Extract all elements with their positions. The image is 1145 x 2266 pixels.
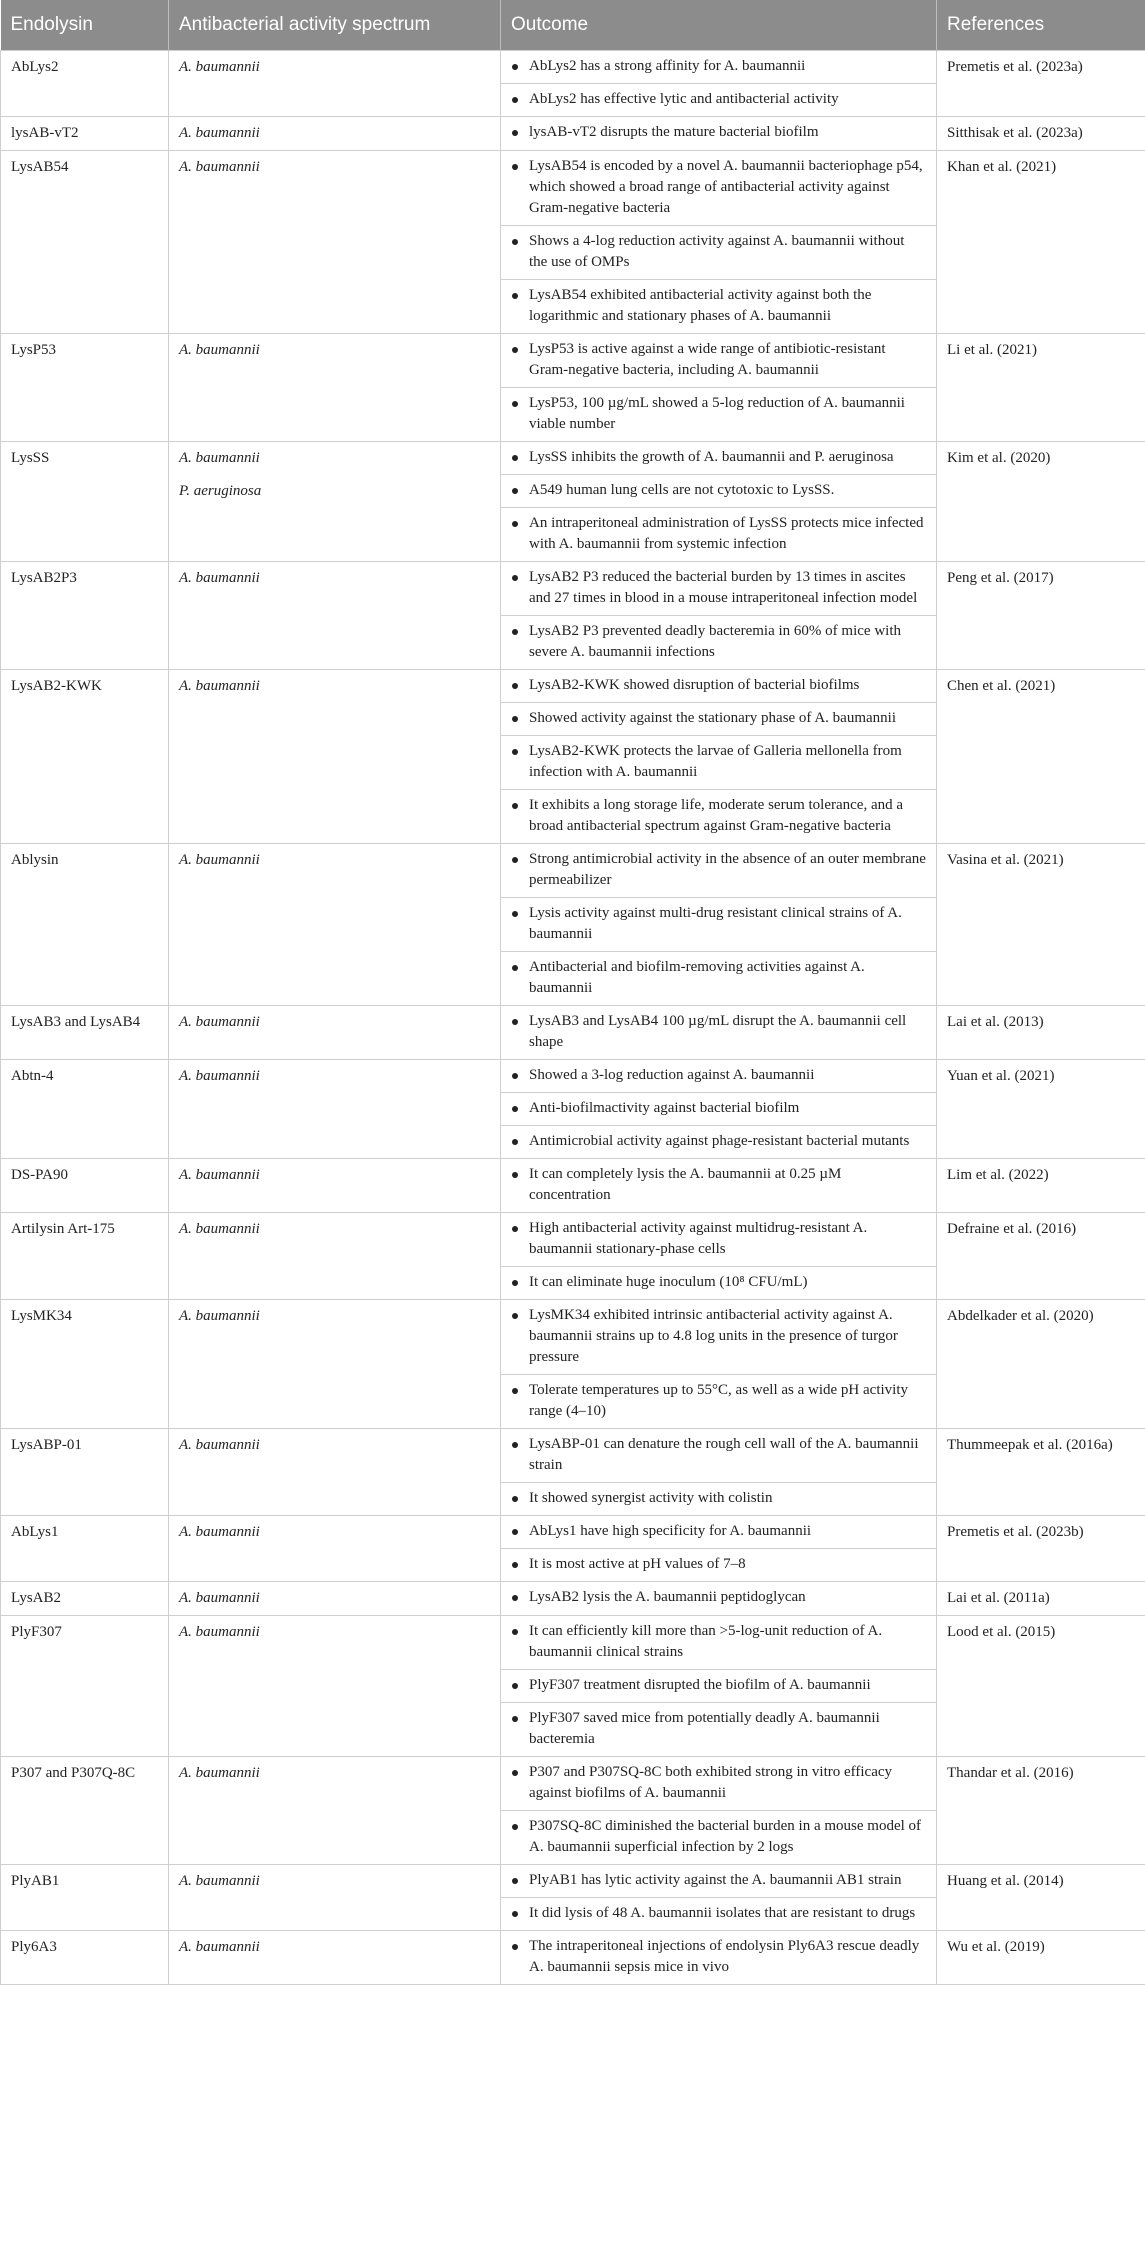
- spectrum-cell: [169, 1516, 501, 1582]
- spectrum-cell: [169, 1159, 501, 1213]
- spectrum-cell: [169, 1060, 501, 1159]
- spectrum-organism: A. baumannii: [179, 570, 260, 586]
- outcome-cell: [501, 1429, 937, 1516]
- outcome-bullet-item: LysSS inhibits the growth of A. baumannii and P. aeruginosa: [501, 442, 936, 474]
- outcome-bullet-item: PlyF307 treatment disrupted the biofilm of A. baumannii: [501, 1669, 936, 1702]
- reference-cell: Kim et al. (2020): [937, 442, 1145, 562]
- outcome-bullet-item: Shows a 4-log reduction activity against A. baumannii without the use of OMPs: [501, 225, 936, 279]
- spectrum-organism: A. baumannii: [179, 1221, 260, 1237]
- reference-cell: Sitthisak et al. (2023a): [937, 117, 1145, 151]
- outcome-cell: [501, 1931, 937, 1985]
- spectrum-organism: A. baumannii: [179, 159, 260, 175]
- table-row: [1, 844, 1145, 1006]
- spectrum-organism: A. baumannii: [179, 59, 260, 75]
- table-row: [1, 51, 1145, 117]
- outcome-bullet-item: LysP53, 100 µg/mL showed a 5-log reduction of A. baumannii viable number: [501, 387, 936, 441]
- table-body: [1, 51, 1145, 1985]
- endolysin-cell: LysSS: [1, 442, 169, 562]
- outcome-cell: [501, 442, 937, 562]
- outcome-bullet-item: An intraperitoneal administration of LysSS protects mice infected with A. baumannii from systemic infection: [501, 507, 936, 561]
- outcome-bullet-item: LysAB54 exhibited antibacterial activity against both the logarithmic and stationary phases of A. baumannii: [501, 279, 936, 333]
- endolysin-cell: LysAB3 and LysAB4: [1, 1006, 169, 1060]
- spectrum-cell: [169, 670, 501, 844]
- spectrum-organism: A. baumannii: [179, 1590, 260, 1606]
- reference-cell: Abdelkader et al. (2020): [937, 1300, 1145, 1429]
- header-references: References: [937, 0, 1145, 51]
- spectrum-organism: A. baumannii: [179, 450, 260, 466]
- endolysin-cell: LysAB2P3: [1, 562, 169, 670]
- outcome-bullet-item: LysABP-01 can denature the rough cell wall of the A. baumannii strain: [501, 1429, 936, 1482]
- endolysin-cell: Artilysin Art-175: [1, 1213, 169, 1300]
- table-row: [1, 1757, 1145, 1865]
- endolysin-cell: AbLys1: [1, 1516, 169, 1582]
- outcome-cell: [501, 1060, 937, 1159]
- outcome-bullet-item: Showed a 3-log reduction against A. baumannii: [501, 1060, 936, 1092]
- spectrum-cell: [169, 1757, 501, 1865]
- endolysin-cell: P307 and P307Q-8C: [1, 1757, 169, 1865]
- outcome-bullet-item: AbLys1 have high specificity for A. baumannii: [501, 1516, 936, 1548]
- spectrum-organism: A. baumannii: [179, 1167, 260, 1183]
- outcome-bullet-item: LysAB2 lysis the A. baumannii peptidoglycan: [501, 1582, 936, 1614]
- outcome-bullet-item: LysP53 is active against a wide range of antibiotic-resistant Gram-negative bacteria, including A. baumannii: [501, 334, 936, 387]
- reference-cell: Premetis et al. (2023a): [937, 51, 1145, 117]
- endolysin-cell: LysAB54: [1, 151, 169, 334]
- outcome-bullet-item: The intraperitoneal injections of endolysin Ply6A3 rescue deadly A. baumannii sepsis mice in vivo: [501, 1931, 936, 1984]
- endolysin-cell: DS-PA90: [1, 1159, 169, 1213]
- spectrum-organism: A. baumannii: [179, 1765, 260, 1781]
- table-row: [1, 334, 1145, 442]
- outcome-bullet-item: LysAB2-KWK protects the larvae of Galleria mellonella from infection with A. baumannii: [501, 735, 936, 789]
- outcome-bullet-item: LysAB3 and LysAB4 100 µg/mL disrupt the A. baumannii cell shape: [501, 1006, 936, 1059]
- outcome-cell: [501, 1300, 937, 1429]
- outcome-bullet-item: LysAB2-KWK showed disruption of bacterial biofilms: [501, 670, 936, 702]
- reference-cell: Peng et al. (2017): [937, 562, 1145, 670]
- outcome-bullet-item: It can completely lysis the A. baumannii at 0.25 µM concentration: [501, 1159, 936, 1212]
- outcome-cell: [501, 1213, 937, 1300]
- table-row: [1, 1616, 1145, 1757]
- spectrum-organism: A. baumannii: [179, 1939, 260, 1955]
- header-spectrum: Antibacterial activity spectrum: [169, 0, 501, 51]
- spectrum-organism: P. aeruginosa: [179, 483, 262, 499]
- spectrum-organism: A. baumannii: [179, 1624, 260, 1640]
- table-row: [1, 1213, 1145, 1300]
- endolysin-cell: AbLys2: [1, 51, 169, 117]
- outcome-bullet-item: Antimicrobial activity against phage-resistant bacterial mutants: [501, 1125, 936, 1158]
- table-row: [1, 1516, 1145, 1582]
- spectrum-organism: A. baumannii: [179, 125, 260, 141]
- reference-cell: Premetis et al. (2023b): [937, 1516, 1145, 1582]
- header-outcome: Outcome: [501, 0, 937, 51]
- outcome-bullet-item: PlyAB1 has lytic activity against the A. baumannii AB1 strain: [501, 1865, 936, 1897]
- table-row: [1, 1006, 1145, 1060]
- spectrum-cell: [169, 1213, 501, 1300]
- outcome-bullet-item: It can efficiently kill more than >5-log-unit reduction of A. baumannii clinical strains: [501, 1616, 936, 1669]
- spectrum-cell: [169, 562, 501, 670]
- outcome-bullet-item: lysAB-vT2 disrupts the mature bacterial biofilm: [501, 117, 936, 149]
- spectrum-cell: [169, 151, 501, 334]
- endolysin-cell: Ablysin: [1, 844, 169, 1006]
- outcome-cell: [501, 1159, 937, 1213]
- outcome-bullet-item: Antibacterial and biofilm-removing activities against A. baumannii: [501, 951, 936, 1005]
- reference-cell: Lood et al. (2015): [937, 1616, 1145, 1757]
- spectrum-organism: A. baumannii: [179, 1014, 260, 1030]
- outcome-bullet-item: P307SQ-8C diminished the bacterial burden in a mouse model of A. baumannii superficial infection by 2 logs: [501, 1810, 936, 1864]
- outcome-bullet-item: It exhibits a long storage life, moderate serum tolerance, and a broad antibacterial spectrum against Gram-negative bacteria: [501, 789, 936, 843]
- table-row: [1, 442, 1145, 562]
- endolysin-cell: Abtn-4: [1, 1060, 169, 1159]
- outcome-cell: [501, 51, 937, 117]
- spectrum-cell: [169, 51, 501, 117]
- spectrum-cell: [169, 1582, 501, 1616]
- spectrum-cell: [169, 1006, 501, 1060]
- outcome-cell: [501, 562, 937, 670]
- reference-cell: Lai et al. (2011a): [937, 1582, 1145, 1616]
- spectrum-cell: [169, 844, 501, 1006]
- table-row: [1, 1582, 1145, 1616]
- reference-cell: Yuan et al. (2021): [937, 1060, 1145, 1159]
- endolysin-cell: PlyAB1: [1, 1865, 169, 1931]
- outcome-cell: [501, 1516, 937, 1582]
- spectrum-organism: A. baumannii: [179, 852, 260, 868]
- table-header: [1, 0, 1145, 51]
- outcome-cell: [501, 117, 937, 151]
- reference-cell: Lai et al. (2013): [937, 1006, 1145, 1060]
- spectrum-cell: [169, 442, 501, 562]
- reference-cell: Defraine et al. (2016): [937, 1213, 1145, 1300]
- reference-cell: Thummeepak et al. (2016a): [937, 1429, 1145, 1516]
- outcome-cell: [501, 1582, 937, 1616]
- outcome-bullet-item: A549 human lung cells are not cytotoxic to LysSS.: [501, 474, 936, 507]
- spectrum-cell: [169, 1300, 501, 1429]
- outcome-cell: [501, 1616, 937, 1757]
- spectrum-organism: A. baumannii: [179, 1524, 260, 1540]
- endolysin-cell: PlyF307: [1, 1616, 169, 1757]
- outcome-bullet-item: LysAB2 P3 reduced the bacterial burden by 13 times in ascites and 27 times in blood in a mouse intraperitoneal infection model: [501, 562, 936, 615]
- spectrum-cell: [169, 1616, 501, 1757]
- outcome-cell: [501, 151, 937, 334]
- spectrum-cell: [169, 1429, 501, 1516]
- endolysin-cell: LysP53: [1, 334, 169, 442]
- spectrum-organism: A. baumannii: [179, 1437, 260, 1453]
- table-row: [1, 1865, 1145, 1931]
- spectrum-organism: A. baumannii: [179, 678, 260, 694]
- endolysin-cell: LysMK34: [1, 1300, 169, 1429]
- endolysin-cell: lysAB-vT2: [1, 117, 169, 151]
- outcome-bullet-item: AbLys2 has effective lytic and antibacterial activity: [501, 83, 936, 116]
- spectrum-cell: [169, 334, 501, 442]
- table-row: [1, 1159, 1145, 1213]
- table-row: [1, 670, 1145, 844]
- reference-cell: Huang et al. (2014): [937, 1865, 1145, 1931]
- table-row: [1, 1300, 1145, 1429]
- outcome-bullet-item: It did lysis of 48 A. baumannii isolates that are resistant to drugs: [501, 1897, 936, 1930]
- spectrum-organism: A. baumannii: [179, 1308, 260, 1324]
- header-row: [1, 0, 1145, 51]
- reference-cell: Khan et al. (2021): [937, 151, 1145, 334]
- outcome-cell: [501, 670, 937, 844]
- outcome-cell: [501, 1757, 937, 1865]
- outcome-cell: [501, 1006, 937, 1060]
- spectrum-cell: [169, 117, 501, 151]
- reference-cell: Vasina et al. (2021): [937, 844, 1145, 1006]
- outcome-bullet-item: It can eliminate huge inoculum (10⁸ CFU/mL): [501, 1266, 936, 1299]
- spectrum-organism: A. baumannii: [179, 1068, 260, 1084]
- outcome-bullet-item: Strong antimicrobial activity in the absence of an outer membrane permeabilizer: [501, 844, 936, 897]
- outcome-bullet-item: LysAB2 P3 prevented deadly bacteremia in 60% of mice with severe A. baumannii infections: [501, 615, 936, 669]
- reference-cell: Lim et al. (2022): [937, 1159, 1145, 1213]
- endolysin-cell: Ply6A3: [1, 1931, 169, 1985]
- outcome-bullet-item: It is most active at pH values of 7–8: [501, 1548, 936, 1581]
- outcome-bullet-item: Anti-biofilmactivity against bacterial biofilm: [501, 1092, 936, 1125]
- outcome-bullet-item: High antibacterial activity against multidrug-resistant A. baumannii stationary-phase cells: [501, 1213, 936, 1266]
- table-row: [1, 562, 1145, 670]
- reference-cell: Chen et al. (2021): [937, 670, 1145, 844]
- reference-cell: Li et al. (2021): [937, 334, 1145, 442]
- table-row: [1, 1931, 1145, 1985]
- outcome-bullet-item: LysMK34 exhibited intrinsic antibacterial activity against A. baumannii strains up to 4.8 log units in the presence of turgor pressure: [501, 1300, 936, 1374]
- header-endolysin: Endolysin: [1, 0, 169, 51]
- outcome-cell: [501, 844, 937, 1006]
- table-row: [1, 1429, 1145, 1516]
- endolysin-cell: LysAB2: [1, 1582, 169, 1616]
- table-row: [1, 117, 1145, 151]
- endolysin-cell: LysAB2-KWK: [1, 670, 169, 844]
- outcome-bullet-item: Showed activity against the stationary phase of A. baumannii: [501, 702, 936, 735]
- outcome-bullet-item: PlyF307 saved mice from potentially deadly A. baumannii bacteremia: [501, 1702, 936, 1756]
- outcome-bullet-item: AbLys2 has a strong affinity for A. baumannii: [501, 51, 936, 83]
- spectrum-organism: A. baumannii: [179, 342, 260, 358]
- spectrum-cell: [169, 1865, 501, 1931]
- table-row: [1, 1060, 1145, 1159]
- endolysin-cell: LysABP-01: [1, 1429, 169, 1516]
- outcome-bullet-item: It showed synergist activity with colistin: [501, 1482, 936, 1515]
- table-row: [1, 151, 1145, 334]
- outcome-cell: [501, 334, 937, 442]
- reference-cell: Wu et al. (2019): [937, 1931, 1145, 1985]
- outcome-bullet-item: P307 and P307SQ-8C both exhibited strong in vitro efficacy against biofilms of A. baumannii: [501, 1757, 936, 1810]
- outcome-bullet-item: LysAB54 is encoded by a novel A. baumannii bacteriophage p54, which showed a broad range of antibacterial activity against Gram-negative bacteria: [501, 151, 936, 225]
- outcome-cell: [501, 1865, 937, 1931]
- outcome-bullet-item: Tolerate temperatures up to 55°C, as well as a wide pH activity range (4–10): [501, 1374, 936, 1428]
- outcome-bullet-item: Lysis activity against multi-drug resistant clinical strains of A. baumannii: [501, 897, 936, 951]
- reference-cell: Thandar et al. (2016): [937, 1757, 1145, 1865]
- spectrum-organism: A. baumannii: [179, 1873, 260, 1889]
- spectrum-cell: [169, 1931, 501, 1985]
